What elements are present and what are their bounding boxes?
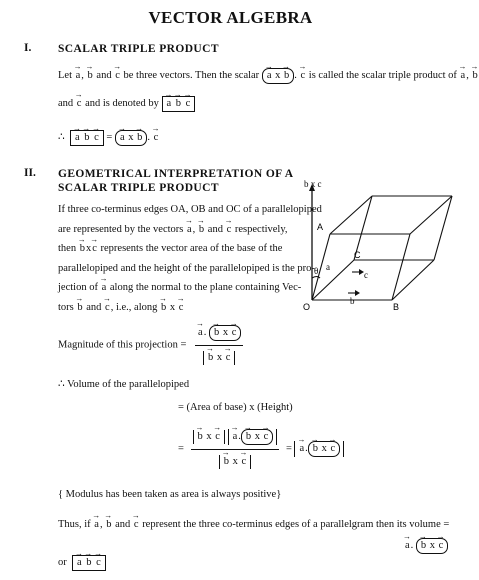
theta-label: θ (314, 266, 319, 276)
vertical-far (434, 196, 452, 260)
base-right-edge (392, 260, 434, 300)
section-title-line1: GEOMETRICAL INTERPRETATION OF A (58, 168, 294, 180)
parallelopiped-diagram (300, 178, 458, 314)
page-title: VECTOR ALGEBRA (148, 8, 313, 27)
volume-label: ∴ Volume of the parallelopiped (58, 379, 190, 390)
vector-b-label: b (350, 296, 355, 306)
section-title: SCALAR TRIPLE PRODUCT (58, 43, 219, 55)
modulus-note: { Modulus has been taken as area is always positive} (58, 489, 282, 500)
top-left-edge (330, 196, 372, 234)
section-number: II. (24, 167, 36, 179)
top-right-edge (410, 196, 452, 234)
label-b: B (393, 302, 400, 312)
label-a: A (317, 222, 324, 232)
section-number: I. (24, 42, 32, 54)
sec1-line1: Let → a, → b and → c be three vectors. Then the scalar → a x → b . → c is called the scalar triple product of → a, → b (58, 66, 458, 86)
sec2-paragraph: If three co-terminus edges OA, OB and OC of a parallelopiped are represented by the vectors → a, → b and → c respectively, then → bx→ c represents the vector area of the base of the parallelopiped and the height of the parallelopiped is the pro- jection of → a along the normal to the plane containing Vec- tors → b and → c, i.e., along → b x → c (58, 200, 292, 317)
volume-formula: = → b x → c → a.→ b x → c → b x → c = → a.→ b x → c (178, 427, 344, 471)
vertical-b (392, 234, 410, 300)
label-c: C (354, 250, 361, 260)
bxc-label: b x c (304, 179, 322, 189)
theta-arc (312, 277, 320, 279)
magnitude-of-projection: Magnitude of this projection = → a. → b x → c → b x → c (58, 323, 243, 367)
thus-line: Thus, if → a, → b and → c represent the three co-terminus edges of a parallelgram then its volume = (58, 515, 449, 535)
area-height: = (Area of base) x (Height) (178, 402, 293, 413)
vector-a-label: a (326, 262, 330, 272)
or-line: or → a → b → c (58, 553, 106, 573)
sec1-line2: and → c and is denoted by → a → b → c (58, 94, 195, 114)
sec1-formula: ∴ → a → b → c = → a x → b . → c (58, 128, 159, 148)
section-title-line2: SCALAR TRIPLE PRODUCT (58, 182, 219, 194)
label-o: O (303, 302, 311, 312)
thus-volume: → a. → b x → c (404, 536, 448, 556)
vector-c-label: c (364, 270, 368, 280)
